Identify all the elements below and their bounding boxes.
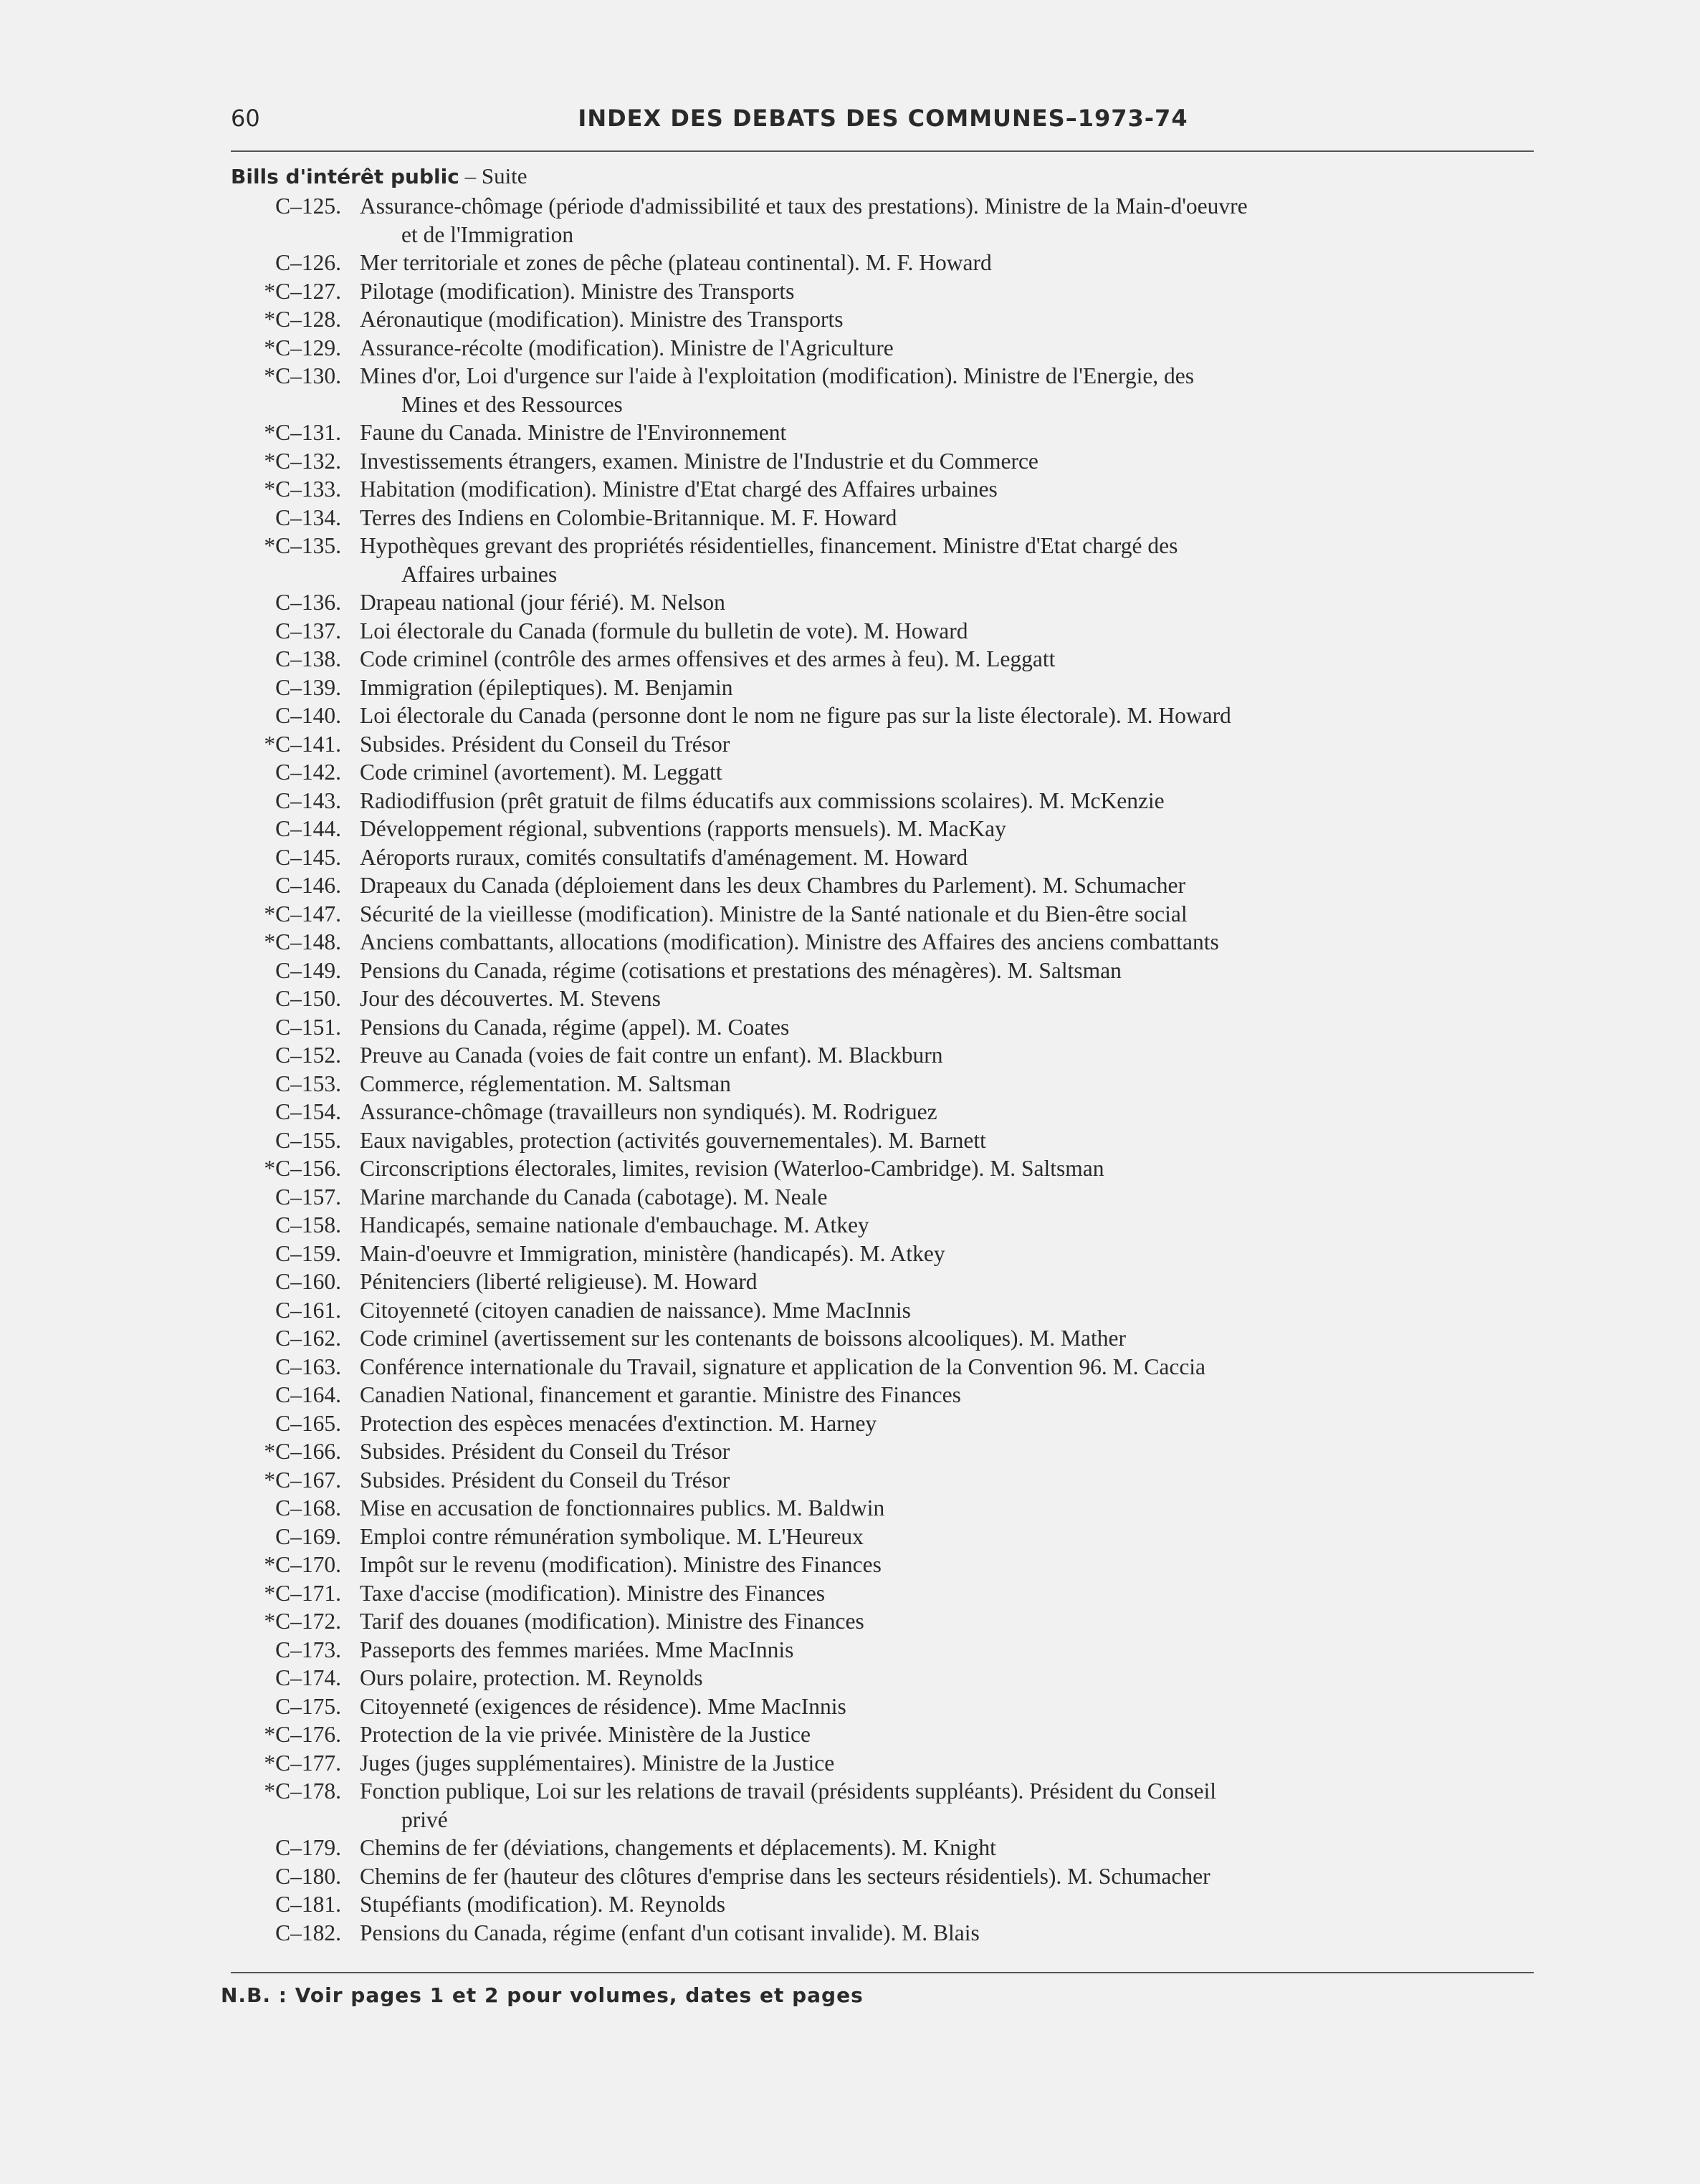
bill-description [360,1240,1535,1268]
bill-description-line: Protection des espèces menacées d'extinction. M. Harney [360,1410,877,1436]
bill-number: C–155. [275,1127,341,1153]
bill-entry [0,1551,1700,1579]
bill-description-line: Impôt sur le revenu (modification). Ministre des Finances [360,1552,882,1577]
bill-number: C–145. [275,844,341,870]
bill-description [360,249,1535,277]
bill-description-line: Mise en accusation de fonctionnaires publics. M. Baldwin [360,1495,885,1520]
bill-number: C–151. [275,1014,341,1040]
bill-number: C–144. [275,816,341,841]
bill-number: C–165. [275,1410,341,1436]
bill-number: *C–129. [264,335,341,360]
bill-description-line: Drapeau national (jour férié). M. Nelson [360,590,725,615]
bill-description [360,1183,1535,1212]
bill-number: C–142. [275,760,341,785]
bill-description [360,645,1535,674]
bill-number: C–126. [275,250,341,275]
bill-description-line: Aéronautique (modification). Ministre des Transports [360,307,844,332]
bill-description-line: Loi électorale du Canada (formule du bulletin de vote). M. Howard [360,618,968,643]
bill-description-line: Tarif des douanes (modification). Ministre des Finances [360,1609,864,1634]
header-rule [231,150,1534,152]
bill-number: C–139. [275,674,341,700]
bill-description [360,1720,1535,1749]
bill-entry [0,1862,1700,1891]
bill-description-line: Assurance-chômage (travailleurs non syndiqués). M. Rodriguez [360,1099,937,1124]
bill-number: C–181. [275,1892,341,1917]
bill-description-line: Juges (juges supplémentaires). Ministre de la Justice [360,1750,835,1776]
bill-description [360,787,1535,815]
bill-description [360,1664,1535,1692]
bill-number: C–153. [275,1071,341,1096]
bill-entry [0,1126,1700,1155]
bill-description-line: Loi électorale du Canada (personne dont le nom ne figure pas sur la liste électorale). M. Howard [360,703,1231,728]
bill-number: C–179. [275,1835,341,1860]
bill-number: C–125. [275,193,341,219]
bill-entry [0,588,1700,617]
bill-number: C–173. [275,1637,341,1662]
bill-number: *C–128. [264,307,341,332]
bill-entry [0,1013,1700,1042]
bill-number: *C–135. [264,533,341,558]
bill-description-line: Radiodiffusion (prêt gratuit de films éducatifs aux commissions scolaires). M. McKenzie [360,787,1165,813]
bill-entry [0,1240,1700,1268]
bill-entry [0,1296,1700,1325]
bill-description-continuation: privé [401,1806,448,1832]
bill-entry [0,1381,1700,1409]
bill-number: C–140. [275,703,341,728]
bill-description [360,1523,1535,1551]
bill-description-line: Emploi contre rémunération symbolique. M. L'Heureux [360,1523,864,1549]
bill-description-line: Main-d'oeuvre et Immigration, ministère (handicapés). M. Atkey [360,1240,945,1266]
bill-number: C–138. [275,646,341,671]
bill-entry [0,1183,1700,1212]
bill-description [360,701,1535,730]
bill-entry [0,617,1700,646]
bill-description [360,1381,1535,1409]
bill-number: *C–131. [264,420,341,445]
bill-entry [0,1466,1700,1495]
bill-entry [0,1437,1700,1466]
bill-description-line: Drapeaux du Canada (déploiement dans les deux Chambres du Parlement). M. Schumacher [360,873,1186,898]
bill-description-line: Marine marchande du Canada (cabotage). M. Neale [360,1184,828,1210]
bill-description [360,504,1535,532]
bill-entry [0,1579,1700,1608]
bill-number: C–160. [275,1269,341,1294]
bill-description [360,1890,1535,1919]
bill-description [360,617,1535,646]
bill-description [360,1013,1535,1042]
footnote: N.B. : Voir pages 1 et 2 pour volumes, dates et pages [221,1983,864,2007]
bill-description [360,900,1535,929]
bill-description-line: Canadien National, financement et garantie. Ministre des Finances [360,1382,961,1407]
bill-description [360,447,1535,476]
bill-description-line: Pensions du Canada, régime (enfant d'un cotisant invalide). M. Blais [360,1920,980,1945]
bill-entry [0,1098,1700,1126]
bill-number: *C–148. [264,929,341,954]
bill-entry [0,504,1700,532]
bill-description [360,985,1535,1013]
bill-entry [0,1324,1700,1353]
bill-description [360,1296,1535,1325]
bill-description-line: Pilotage (modification). Ministre des Transports [360,278,795,304]
bill-entry [0,1890,1700,1919]
bill-description-line: Développement régional, subventions (rapports mensuels). M. MacKay [360,816,1006,841]
bill-number: C–146. [275,873,341,898]
bill-description [360,815,1535,843]
bill-entry [0,900,1700,929]
bill-description-line: Subsides. Président du Conseil du Trésor [360,731,730,757]
bill-number: C–143. [275,787,341,813]
page-header [231,105,1535,140]
bill-description-line: Pensions du Canada, régime (cotisations et prestations des ménagères). M. Saltsman [360,957,1122,983]
bill-entry [0,985,1700,1013]
bill-number: C–136. [275,590,341,615]
bill-entry [0,730,1700,759]
bill-number: C–161. [275,1297,341,1323]
bill-entry [0,871,1700,900]
bill-number: *C–132. [264,448,341,474]
bill-number: *C–166. [264,1439,341,1464]
bill-entry [0,305,1700,334]
bill-description-line: Citoyenneté (citoyen canadien de naissance). Mme MacInnis [360,1297,911,1323]
bill-number: *C–141. [264,731,341,757]
bill-number: C–134. [275,504,341,530]
bill-number: C–150. [275,986,341,1011]
bill-number: *C–127. [264,278,341,304]
bill-description-line: Protection de la vie privée. Ministère de la Justice [360,1722,811,1747]
bill-description-line: Hypothèques grevant des propriétés résidentielles, financement. Ministre d'Etat chargé des [360,533,1178,558]
bill-number: *C–170. [264,1552,341,1577]
bill-number: C–158. [275,1212,341,1237]
bill-description [360,1324,1535,1353]
bill-description [360,334,1535,363]
bill-description [360,305,1535,334]
bill-entry [0,277,1700,306]
bill-description [360,588,1535,617]
bill-number: *C–147. [264,901,341,926]
bill-number: C–154. [275,1099,341,1124]
bill-number: *C–176. [264,1722,341,1747]
bill-description [360,758,1535,787]
bill-entry [0,701,1700,730]
bill-entry [0,1211,1700,1240]
bill-description [360,1154,1535,1183]
bill-description-line: Subsides. Président du Conseil du Trésor [360,1467,730,1493]
bill-description [360,1070,1535,1098]
bill-number: *C–172. [264,1609,341,1634]
page-title: INDEX DES DEBATS DES COMMUNES–1973-74 [578,105,1188,132]
bill-description-continuation: Mines et des Ressources [401,391,623,417]
bill-description-line: Faune du Canada. Ministre de l'Environnement [360,420,787,445]
bill-entry [0,334,1700,363]
bill-entry [0,674,1700,702]
bill-entry [0,1919,1700,1948]
bill-description [360,1126,1535,1155]
bill-description [360,1777,1535,1834]
bill-description-line: Investissements étrangers, examen. Ministre de l'Industrie et du Commerce [360,448,1038,474]
bill-number: C–162. [275,1326,341,1351]
bill-description-line: Subsides. Président du Conseil du Trésor [360,1439,730,1464]
bill-description [360,1636,1535,1665]
bill-description [360,1834,1535,1862]
bill-number: C–157. [275,1184,341,1210]
bill-entry [0,192,1700,249]
bill-description [360,1579,1535,1608]
bill-description-continuation: Affaires urbaines [401,561,558,587]
bill-description [360,1862,1535,1891]
bill-entry [0,1070,1700,1098]
bill-description-line: Eaux navigables, protection (activités gouvernementales). M. Barnett [360,1127,986,1153]
bill-description [360,843,1535,872]
bill-description-line: Citoyenneté (exigences de résidence). Mme MacInnis [360,1693,846,1719]
bill-number: C–164. [275,1382,341,1407]
bill-description-line: Jour des découvertes. M. Stevens [360,986,661,1011]
bill-entry [0,645,1700,674]
bill-number: C–175. [275,1693,341,1719]
bill-entry [0,1041,1700,1070]
bill-description-line: Conférence internationale du Travail, signature et application de la Convention 96. M. Caccia [360,1354,1206,1379]
bill-description-line: Ours polaire, protection. M. Reynolds [360,1665,703,1690]
bill-number: C–182. [275,1920,341,1945]
bill-number: *C–171. [264,1580,341,1606]
bill-description-line: Habitation (modification). Ministre d'Etat chargé des Affaires urbaines [360,476,998,502]
bill-entry [0,928,1700,957]
section-heading-title: Bills d'intérêt public [231,165,459,188]
bill-description-line: Mines d'or, Loi d'urgence sur l'aide à l'exploitation (modification). Ministre de l'Energie, des [360,363,1195,388]
footer-rule [231,1972,1534,1973]
bill-number: C–180. [275,1863,341,1889]
bill-number: C–159. [275,1240,341,1266]
bill-entry [0,1636,1700,1665]
bill-number: C–168. [275,1495,341,1520]
bill-description [360,1353,1535,1381]
bill-number: C–174. [275,1665,341,1690]
bill-description [360,1749,1535,1778]
bill-description [360,957,1535,985]
bill-description-line: Code criminel (contrôle des armes offensives et des armes à feu). M. Leggatt [360,646,1056,671]
bill-number: *C–167. [264,1467,341,1493]
bill-description-line: Terres des Indiens en Colombie-Britannique. M. F. Howard [360,504,897,530]
bill-entry [0,1523,1700,1551]
bill-entry [0,1834,1700,1862]
bill-description [360,1211,1535,1240]
bill-description [360,1041,1535,1070]
bill-number: *C–177. [264,1750,341,1776]
bill-description-line: Pénitenciers (liberté religieuse). M. Howard [360,1269,758,1294]
bill-description-line: Code criminel (avertissement sur les contenants de boissons alcooliques). M. Mather [360,1326,1127,1351]
bill-description [360,418,1535,447]
bill-entry [0,447,1700,476]
bill-description-line: Code criminel (avortement). M. Leggatt [360,760,722,785]
bill-description [360,1607,1535,1636]
bill-entry [0,475,1700,504]
bill-description-line: Anciens combattants, allocations (modification). Ministre des Affaires des anciens combattants [360,929,1219,954]
bill-entry [0,1268,1700,1296]
section-heading [231,163,527,189]
bill-number: C–137. [275,618,341,643]
bill-description [360,674,1535,702]
bill-description-line: Passeports des femmes mariées. Mme MacInnis [360,1637,794,1662]
bill-entry [0,1353,1700,1381]
bill-entry [0,1607,1700,1636]
bill-description-line: Aéroports ruraux, comités consultatifs d'aménagement. M. Howard [360,844,968,870]
bill-description [360,1098,1535,1126]
bill-description [360,928,1535,957]
bill-description-line: Chemins de fer (hauteur des clôtures d'emprise dans les secteurs résidentiels). M. Schumacher [360,1863,1210,1889]
bill-description [360,1551,1535,1579]
bill-number: C–149. [275,957,341,983]
bill-description [360,1494,1535,1523]
bill-description-line: Stupéfiants (modification). M. Reynolds [360,1892,726,1917]
bill-entry [0,787,1700,815]
bill-entry [0,758,1700,787]
bill-entry [0,1692,1700,1721]
bill-description-line: Mer territoriale et zones de pêche (plateau continental). M. F. Howard [360,250,992,275]
bill-description [360,1466,1535,1495]
bill-description [360,192,1535,249]
bill-description [360,475,1535,504]
bill-entry-list [0,192,1700,1947]
bill-description-line: Commerce, réglementation. M. Saltsman [360,1071,731,1096]
bill-number: *C–130. [264,363,341,388]
bill-description [360,277,1535,306]
section-heading-suffix: – Suite [459,163,527,188]
bill-entry [0,1749,1700,1778]
bill-description-line: Pensions du Canada, régime (appel). M. Coates [360,1014,790,1040]
bill-description-line: Assurance-chômage (période d'admissibilité et taux des prestations). Ministre de la Main-d'oeuvre [360,193,1248,219]
bill-entry [0,843,1700,872]
bill-number: C–152. [275,1043,341,1068]
bill-entry [0,532,1700,588]
bill-description-line: Taxe d'accise (modification). Ministre des Finances [360,1580,826,1606]
bill-description-continuation: et de l'Immigration [401,221,574,247]
bill-description-line: Handicapés, semaine nationale d'embauchage. M. Atkey [360,1212,869,1237]
bill-description-line: Circonscriptions électorales, limites, revision (Waterloo-Cambridge). M. Saltsman [360,1156,1104,1181]
bill-description-line: Assurance-récolte (modification). Ministre de l'Agriculture [360,335,894,360]
bill-entry [0,1494,1700,1523]
bill-description [360,871,1535,900]
bill-entry [0,249,1700,277]
bill-number: *C–178. [264,1778,341,1804]
bill-entry [0,1154,1700,1183]
bill-description-line: Fonction publique, Loi sur les relations de travail (présidents suppléants). Président du Conseil [360,1778,1217,1804]
bill-entry [0,1720,1700,1749]
bill-number: *C–133. [264,476,341,502]
bill-entry [0,418,1700,447]
bill-description [360,1692,1535,1721]
bill-description-line: Preuve au Canada (voies de fait contre un enfant). M. Blackburn [360,1043,943,1068]
bill-description [360,362,1535,418]
bill-description [360,1268,1535,1296]
bill-number: C–163. [275,1354,341,1379]
bill-description-line: Immigration (épileptiques). M. Benjamin [360,674,733,700]
bill-entry [0,362,1700,418]
bill-description-line: Sécurité de la vieillesse (modification). Ministre de la Santé nationale et du Bien-être social [360,901,1188,926]
bill-description-line: Chemins de fer (déviations, changements et déplacements). M. Knight [360,1835,996,1860]
page-number: 60 [231,105,260,132]
bill-entry [0,1409,1700,1438]
bill-entry [0,815,1700,843]
bill-entry [0,1664,1700,1692]
bill-description [360,1919,1535,1948]
bill-description [360,1437,1535,1466]
bill-number: C–169. [275,1523,341,1549]
bill-entry [0,957,1700,985]
bill-description [360,532,1535,588]
bill-description [360,730,1535,759]
bill-description [360,1409,1535,1438]
bill-entry [0,1777,1700,1834]
bill-number: *C–156. [264,1156,341,1181]
